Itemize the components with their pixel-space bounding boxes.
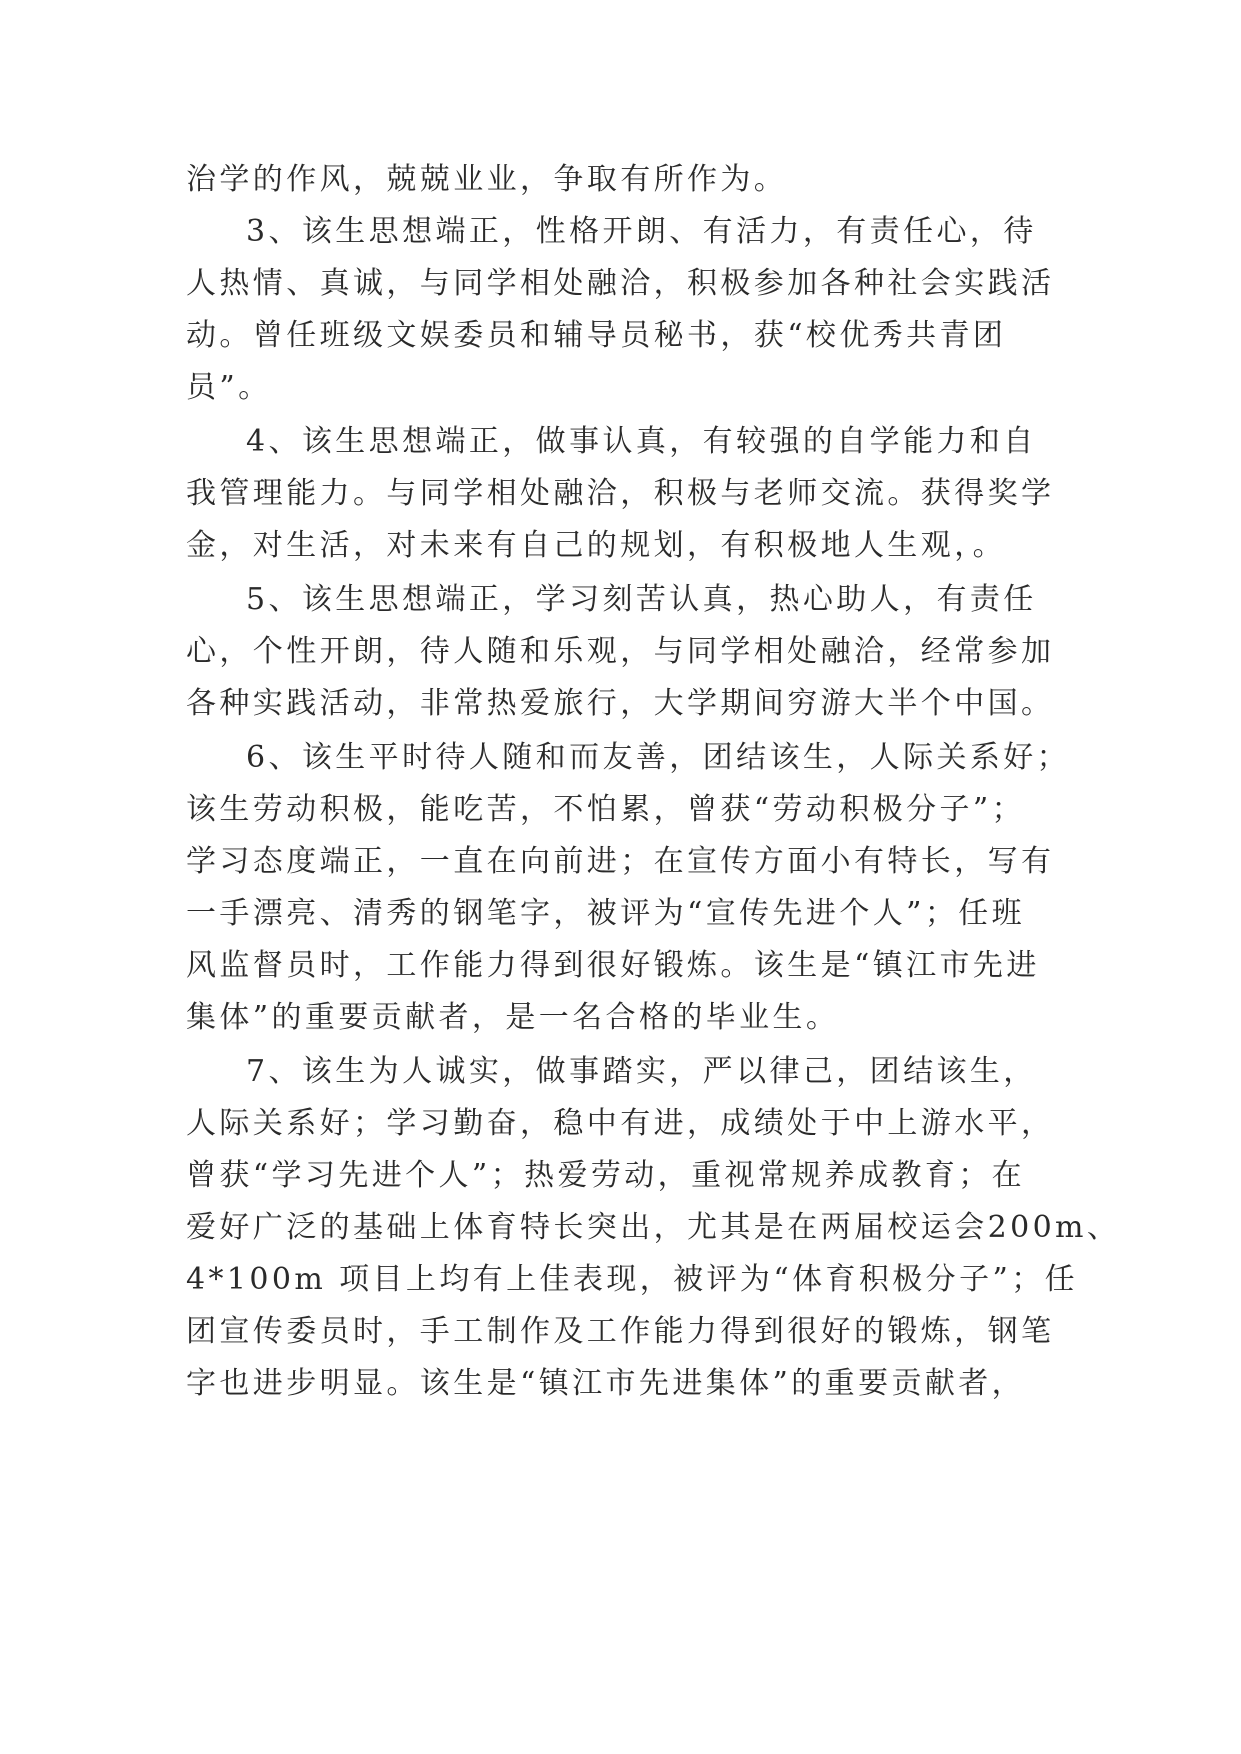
text-line: 人际关系好；学习勤奋，稳中有进，成绩处于中上游水平，	[186, 1106, 1055, 1141]
text-line: 人热情、真诚，与同学相处融洽，积极参加各种社会实践活	[186, 266, 1055, 301]
text-line: 4*100m 项目上均有上佳表现，被评为“体育积极分子”；任	[186, 1262, 1079, 1297]
paragraph-start-line: 4、该生思想端正，做事认真，有较强的自学能力和自	[246, 424, 1037, 459]
text-line: 心，个性开朗，待人随和乐观，与同学相处融洽，经常参加	[186, 634, 1055, 669]
text-line: 学习态度端正，一直在向前进；在宣传方面小有特长，写有	[186, 844, 1055, 879]
paragraph-start-line: 6、该生平时待人随和而友善，团结该生，人际关系好；	[246, 740, 1071, 775]
text-line: 爱好广泛的基础上体育特长突出，尤其是在两届校运会200m、	[186, 1210, 1121, 1245]
paragraph-start-line: 7、该生为人诚实，做事踏实，严以律己，团结该生，	[246, 1054, 1037, 1089]
text-line: 团宣传委员时，手工制作及工作能力得到很好的锻炼，钢笔	[186, 1314, 1055, 1349]
text-line: 各种实践活动，非常热爱旅行，大学期间穷游大半个中国。	[186, 686, 1055, 721]
text-line: 一手漂亮、清秀的钢笔字，被评为“宣传先进个人”；任班	[186, 896, 1026, 931]
text-line: 金，对生活，对未来有自己的规划，有积极地人生观，。	[186, 528, 1006, 563]
text-line: 该生劳动积极，能吃苦，不怕累，曾获“劳动积极分子”；	[186, 792, 1026, 827]
text-line: 员”。	[186, 370, 272, 405]
paragraph-start-line: 5、该生思想端正，学习刻苦认真，热心助人，有责任	[246, 582, 1037, 617]
text-line: 治学的作风，兢兢业业，争取有所作为。	[186, 162, 788, 197]
paragraph-start-line: 3、该生思想端正，性格开朗、有活力，有责任心，待	[246, 214, 1037, 249]
text-line: 风监督员时，工作能力得到很好锻炼。该生是“镇江市先进	[186, 948, 1040, 983]
text-line: 字也进步明显。该生是“镇江市先进集体”的重要贡献者，	[186, 1366, 1026, 1401]
text-line: 动。曾任班级文娱委员和辅导员秘书，获“校优秀共青团	[186, 318, 1007, 353]
text-line: 集体”的重要贡献者，是一名合格的毕业生。	[186, 1000, 840, 1035]
text-line: 曾获“学习先进个人”；热爱劳动，重视常规养成教育；在	[186, 1158, 1026, 1193]
text-line: 我管理能力。与同学相处融洽，积极与老师交流。获得奖学	[186, 476, 1055, 511]
